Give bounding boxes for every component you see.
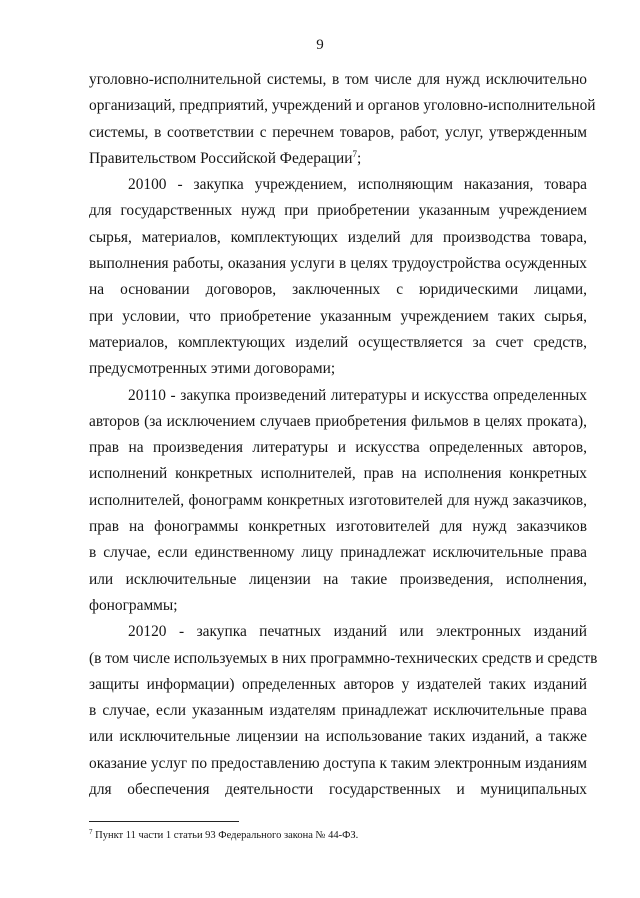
text-line: или исключительные лицензии на использование таких изданий, а также [89, 728, 587, 746]
footnote [89, 829, 358, 842]
text-line: уголовно-исполнительной системы, в том числе для нужд исключительно [89, 71, 587, 88]
text-line: (в том числе используемых в них программно-технических средств и средств [89, 649, 598, 667]
text-line: материалов, комплектующих изделий осуществляется за счет средств, [89, 333, 587, 351]
text-line: исполнителей, фонограмм конкретных изготовителей для нужд заказчиков, [89, 491, 587, 509]
paragraph [89, 383, 587, 620]
body-text [89, 67, 598, 803]
text-line: прав на фонограммы конкретных изготовителей для нужд заказчиков [89, 518, 587, 536]
punctuation: ; [357, 149, 362, 167]
text-line: при условии, что приобретение указанным учреждением таких сырья, [89, 307, 587, 325]
text-line: прав на произведения литературы и искусства определенных авторов, [89, 439, 587, 457]
paragraph [89, 619, 598, 803]
paragraph [89, 67, 596, 172]
footnote-separator [89, 821, 239, 822]
text-line: выполнения работы, оказания услуги в целях трудоустройства осужденных [89, 255, 587, 273]
text-line: 20120 - закупка печатных изданий или электронных изданий [128, 623, 587, 641]
text-line: для обеспечения деятельности государственных и муниципальных [89, 781, 587, 799]
text-line: в случае, если указанным издателям принадлежат исключительные права [89, 702, 587, 720]
text-line: защиты информации) определенных авторов у издателей таких изданий [89, 675, 587, 693]
text-line: системы, в соответствии с перечнем товаров, работ, услуг, утвержденным [89, 123, 587, 141]
text-line: в случае, если единственному лицу принадлежат исключительные права [89, 544, 587, 562]
text-line: предусмотренных этими договорами; [89, 360, 336, 378]
footnote-reference: 7 [352, 148, 357, 159]
footnote-text: Пункт 11 части 1 статьи 93 Федерального закона № 44-ФЗ. [95, 830, 359, 841]
text-line: или исключительные лицензии на такие произведения, исполнения, [89, 570, 587, 588]
paragraph [89, 172, 587, 382]
page-number: 9 [316, 37, 324, 53]
text-line: авторов (за исключением случаев приобретения фильмов в целях проката), [89, 412, 587, 430]
text-line: на основании договоров, заключенных с юридическими лицами, [89, 281, 587, 299]
text-line: фонограммы; [89, 596, 178, 614]
text-line: Правительством Российской Федерации [89, 149, 353, 167]
text-line-with-footnote [89, 146, 587, 172]
text-line: сырья, материалов, комплектующих изделий для производства товара, [89, 228, 587, 246]
text-line: 20110 - закупка произведений литературы и искусства определенных [128, 386, 587, 404]
text-line: для государственных нужд при приобретении указанным учреждением [89, 202, 587, 220]
text-line: исполнений конкретных исполнителей, прав на исполнения конкретных [89, 465, 587, 483]
text-line: организаций, предприятий, учреждений и органов уголовно-исполнительной [89, 97, 596, 115]
footnote-number: 7 [89, 828, 93, 836]
text-line: оказание услуг по предоставлению доступа к таким электронным изданиям [89, 754, 587, 772]
text-line: 20100 - закупка учреждением, исполняющим наказания, товара [128, 176, 587, 194]
